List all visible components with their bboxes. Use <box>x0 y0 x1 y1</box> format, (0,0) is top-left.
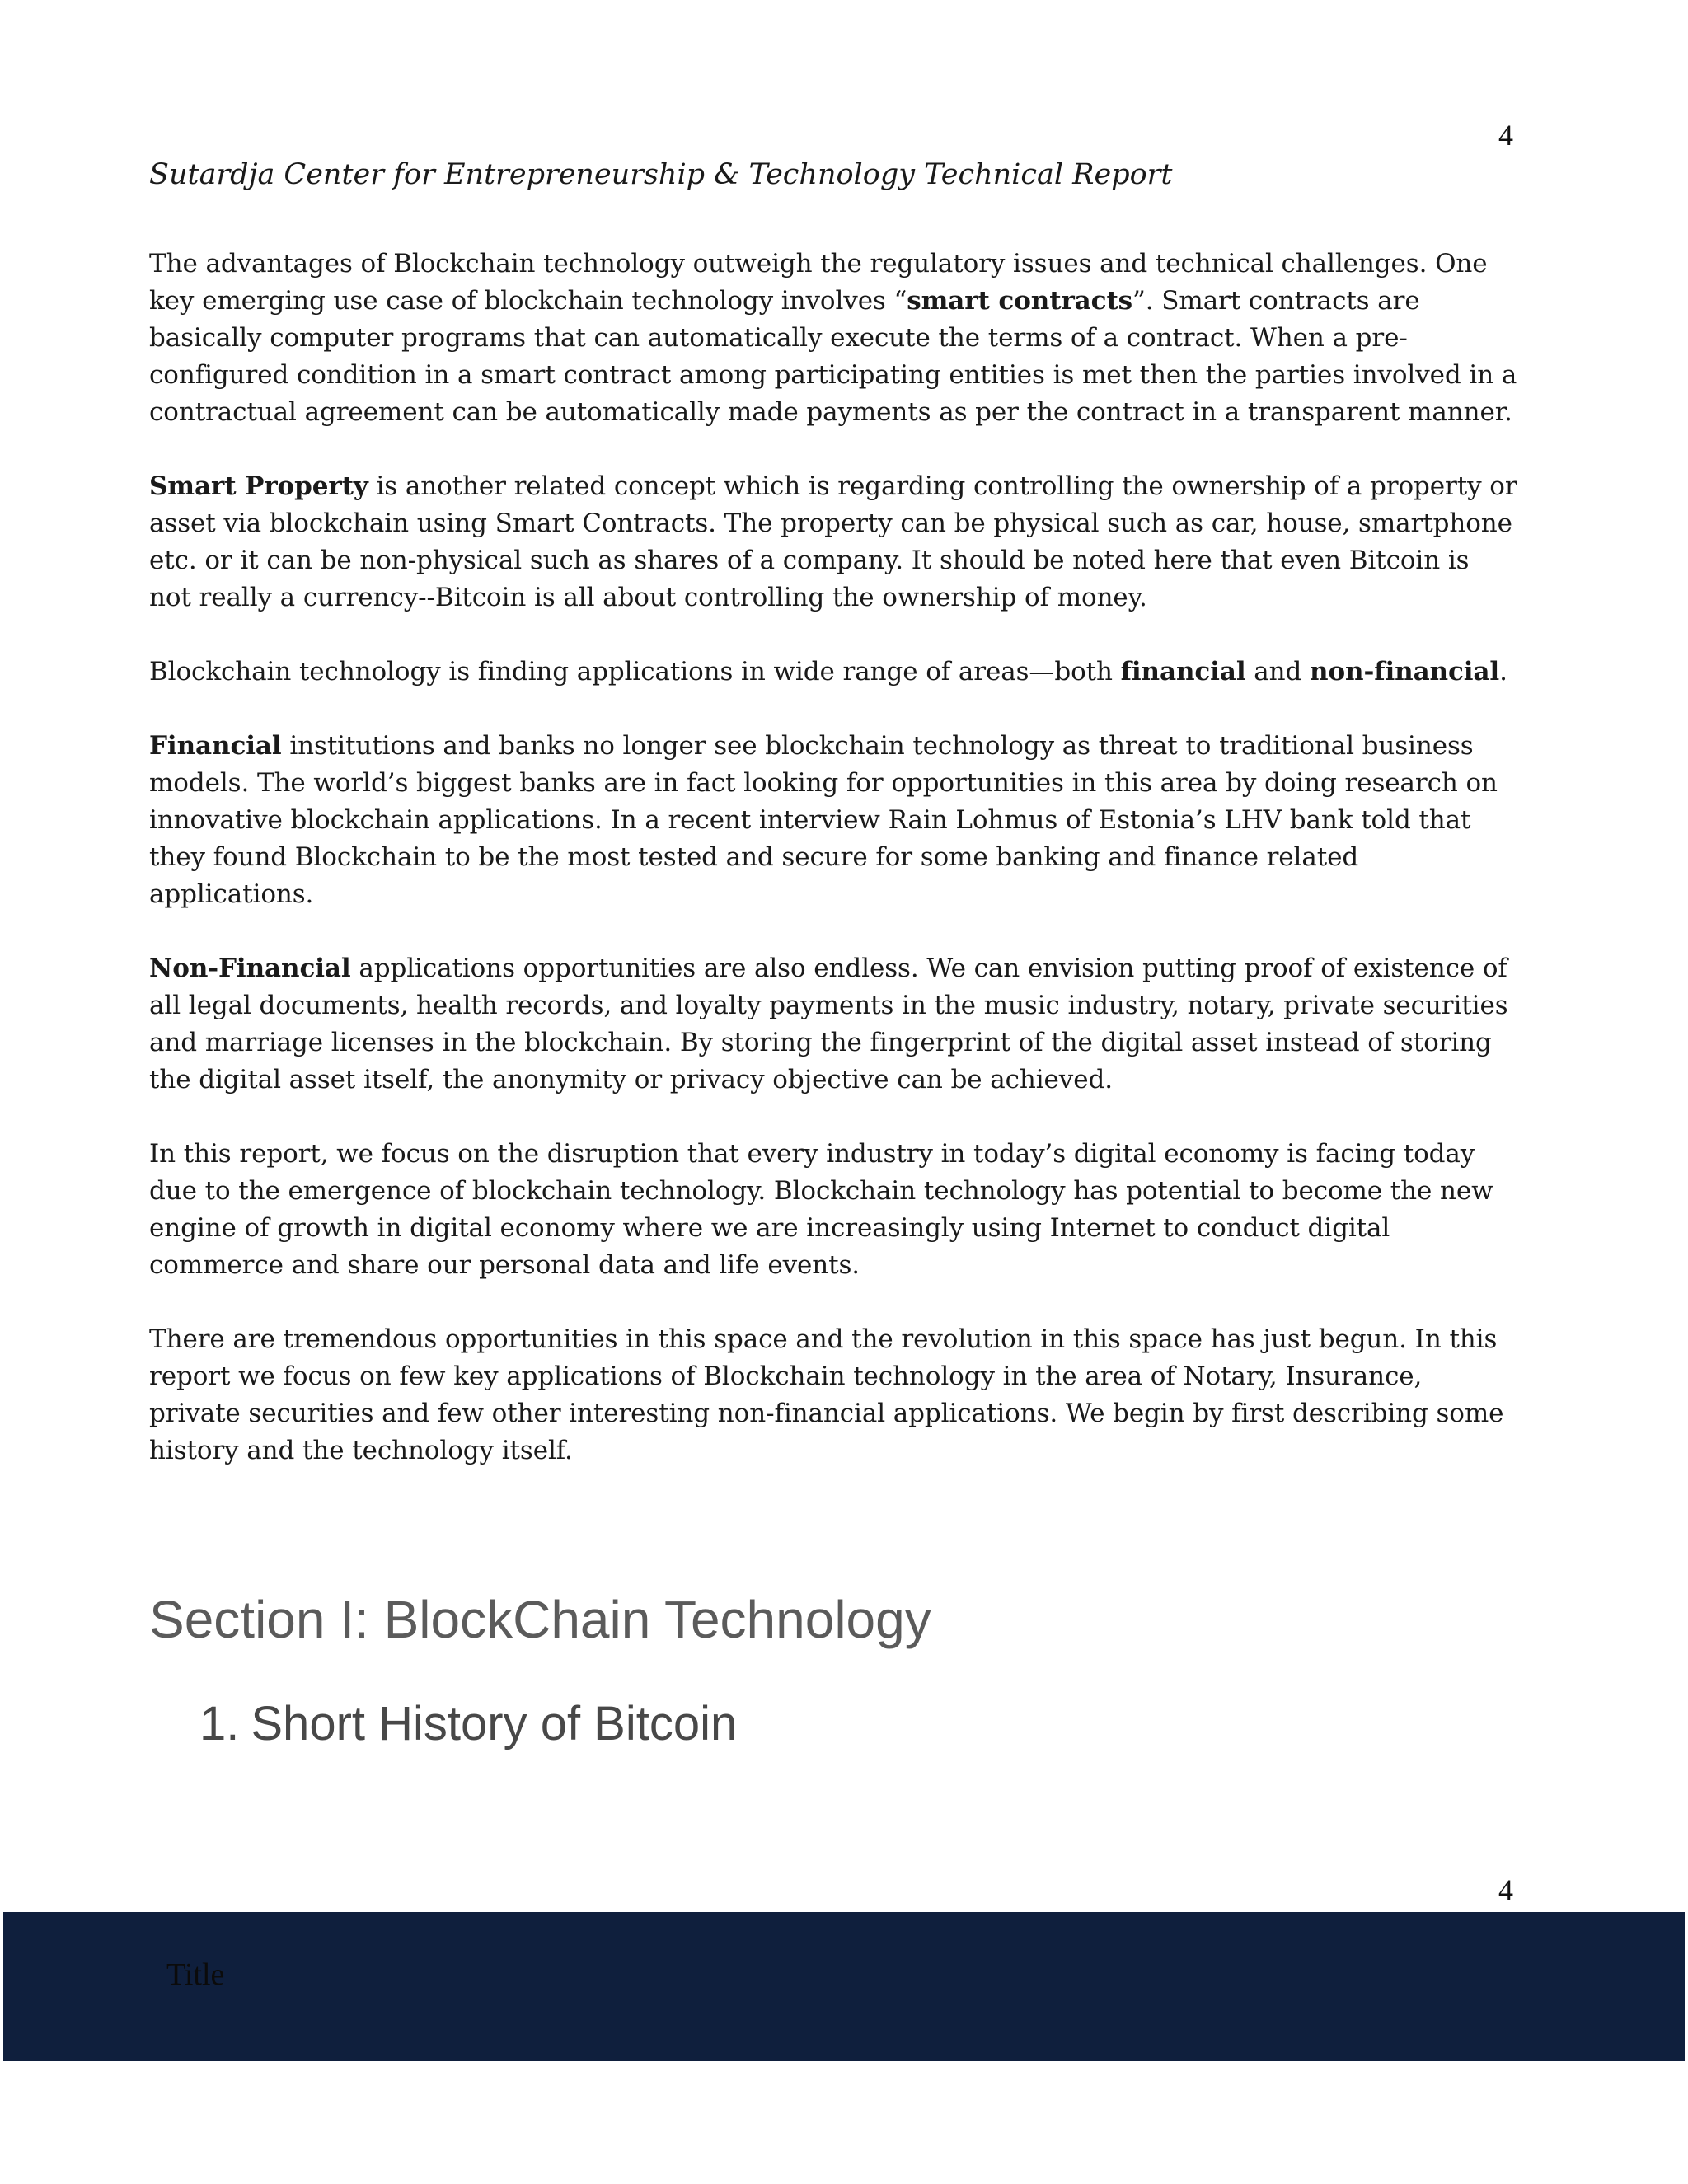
paragraph-text: ”. Smart contracts are basically computer programs that can automatically execute the terms of a contract. When a pre-configured condition in a smart contract among participating entities is met then the parties involved in a contractual agreement can be automatically made payments as per the contract in a transparent manner. <box>149 286 1517 427</box>
paragraph-text: is another related concept which is regarding controlling the ownership of a property or asset via blockchain using Smart Contracts. The property can be physical such as car, house, smartphone etc. or it can be non-physical such as shares of a company. It should be noted here that even Bitcoin is not really a currency--Bitcoin is all about controlling the ownership of money. <box>149 471 1517 612</box>
paragraph-text: . <box>1499 657 1507 687</box>
paragraph-text: In this report, we focus on the disruption that every industry in today’s digital economy is facing today due to the emergence of blockchain technology. Blockchain technology has potential to become the new engine of growth in digital economy where we are increasingly using Internet to conduct digital commerce and share our personal data and life events. <box>149 1139 1493 1280</box>
paragraph-application-areas <box>149 654 1517 691</box>
paragraph-text: Blockchain technology is finding applications in wide range of areas—both <box>149 657 1121 687</box>
paragraph-opportunities <box>149 1321 1517 1469</box>
page-number-top: 4 <box>1498 119 1513 152</box>
paragraph-financial <box>149 728 1517 913</box>
paragraph-text: The advantages of Blockchain technology outweigh the regulatory issues and technical challenges. One key emerging use case of blockchain technology involves “ <box>149 249 1488 316</box>
paragraph-report-focus <box>149 1136 1517 1284</box>
section-heading: Section I: BlockChain Technology <box>149 1590 931 1649</box>
paragraph-non-financial <box>149 950 1517 1099</box>
bold-term-financial: financial <box>1120 657 1246 687</box>
bold-term-non-financial-lead: Non-Financial <box>149 954 351 983</box>
paragraph-text: There are tremendous opportunities in this space and the revolution in this space has just begun. In this report we focus on few key applications of Blockchain technology in the area of Notary, Insurance, private securities and few other interesting non-financial applications. We begin by first describing some history and the technology itself. <box>149 1324 1504 1465</box>
paragraph-smart-property <box>149 468 1517 616</box>
bold-term-smart-property: Smart Property <box>149 471 368 501</box>
subsection-title: Short History of Bitcoin <box>251 1697 738 1750</box>
footer-bar <box>3 1912 1685 2061</box>
bold-term-non-financial: non-financial <box>1310 657 1500 687</box>
body-text <box>149 246 1517 1507</box>
subsection-number: 1. <box>199 1697 240 1750</box>
bold-term-financial-lead: Financial <box>149 731 282 761</box>
footer-title: Title <box>166 1957 225 1992</box>
paragraph-smart-contracts <box>149 246 1517 431</box>
subsection-heading <box>199 1694 737 1754</box>
running-header: Sutardja Center for Entrepreneurship & Technology Technical Report <box>149 158 1173 191</box>
bold-term-smart-contracts: smart contracts <box>907 286 1133 316</box>
paragraph-text: institutions and banks no longer see blockchain technology as threat to traditional business models. The world’s biggest banks are in fact looking for opportunities in this area by doing research on innovative blockchain applications. In a recent interview Rain Lohmus of Estonia’s LHV bank told that they found Blockchain to be the most tested and secure for some banking and finance related applications. <box>149 731 1498 909</box>
paragraph-text: and <box>1245 657 1310 687</box>
page-number-bottom: 4 <box>1498 1873 1513 1906</box>
paragraph-text: applications opportunities are also endless. We can envision putting proof of existence of all legal documents, health records, and loyalty payments in the music industry, notary, private securities and marriage licenses in the blockchain. By storing the fingerprint of the digital asset instead of storing the digital asset itself, the anonymity or privacy objective can be achieved. <box>149 954 1508 1094</box>
